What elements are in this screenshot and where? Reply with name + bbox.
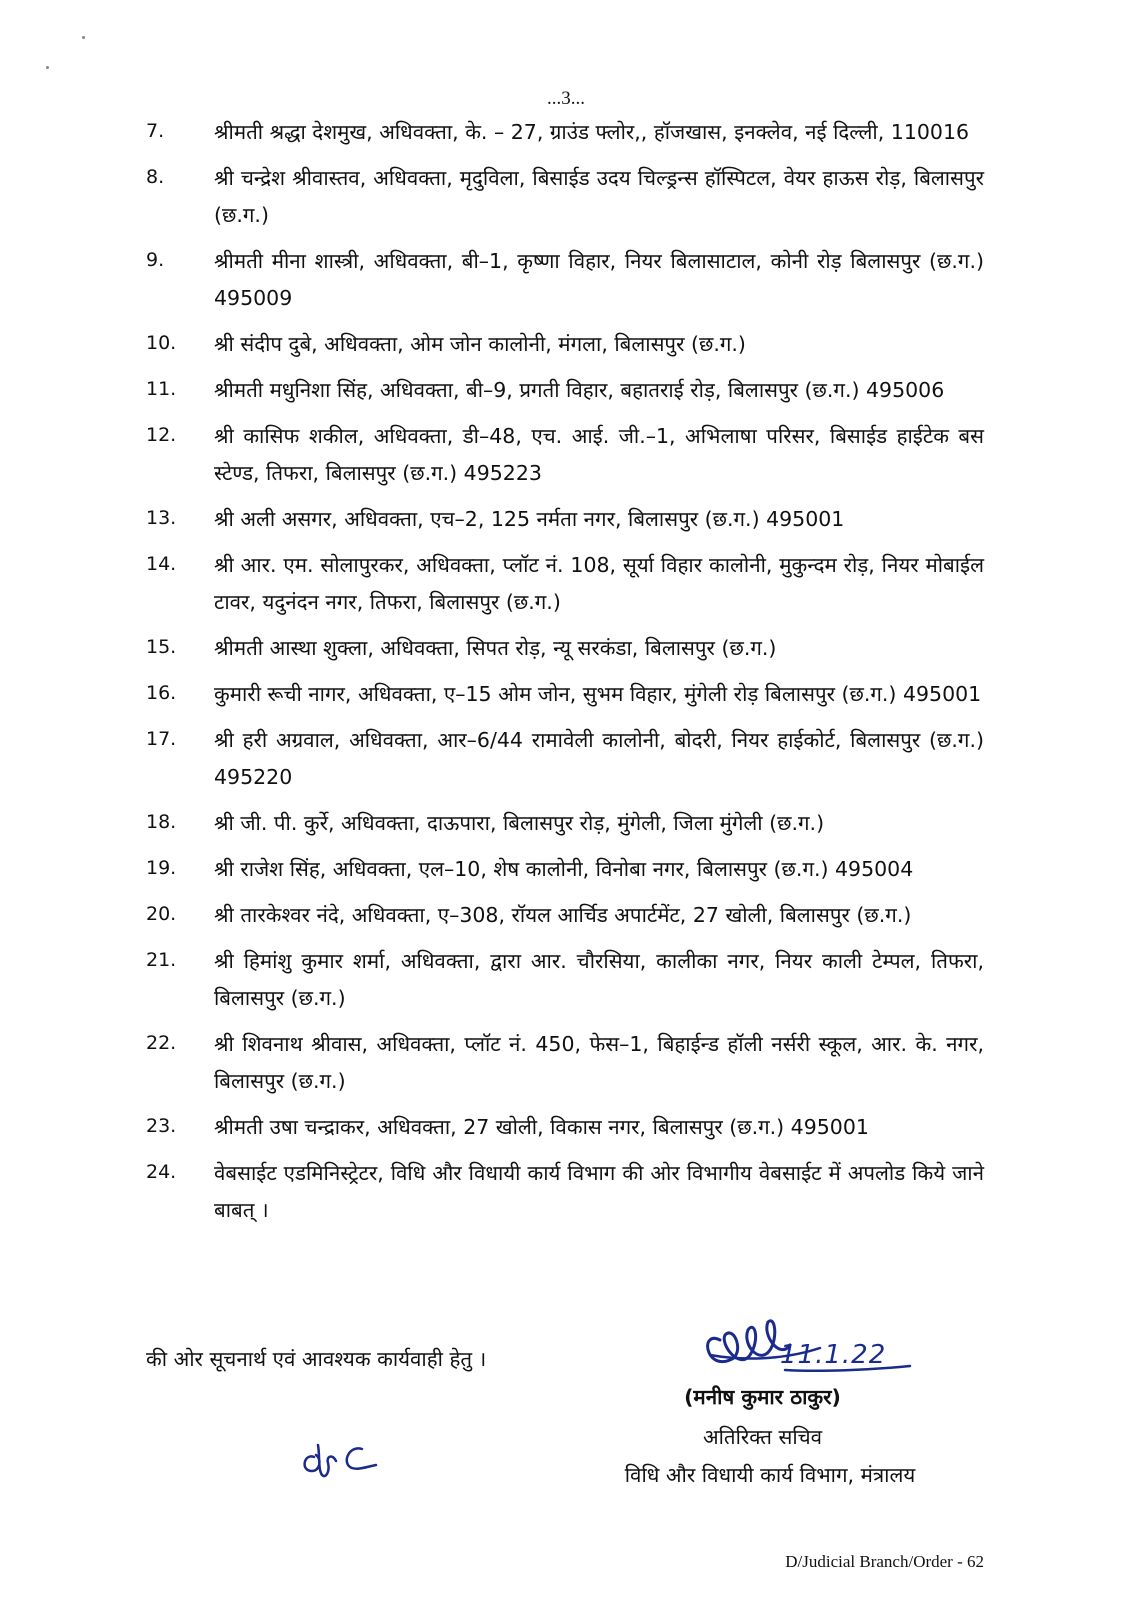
list-item bbox=[0, 851, 1132, 888]
list-item-text: वेबसाईट एडमिनिस्ट्रेटर, विधि और विधायी कार्य विभाग की ओर विभागीय वेबसाईट में अपलोड किये जाने बाबत् । bbox=[214, 1161, 984, 1222]
list-item-number: 20. bbox=[146, 903, 177, 925]
list-item-text: श्री चन्द्रेश श्रीवास्तव, अधिवक्ता, मृदुविला, बिसाईड उदय चिल्ड्रन्स हॉस्पिटल, वेयर हाऊस रोड़, बिलासपुर (छ.ग.) bbox=[214, 166, 984, 227]
list-item bbox=[0, 326, 1132, 363]
list-item bbox=[0, 114, 1132, 151]
page-number: ...3... bbox=[547, 88, 585, 109]
list-item-text: श्री अली असगर, अधिवक्ता, एच–2, 125 नर्मता नगर, बिलासपुर (छ.ग.) 495001 bbox=[214, 507, 845, 531]
list-item-number: 10. bbox=[146, 332, 177, 354]
closing-line: की ओर सूचनार्थ एवं आवश्यक कार्यवाही हेतु । bbox=[146, 1347, 487, 1371]
list-item-number: 24. bbox=[146, 1161, 177, 1183]
list-item-text: श्रीमती उषा चन्द्राकर, अधिवक्ता, 27 खोली, विकास नगर, बिलासपुर (छ.ग.) 495001 bbox=[214, 1115, 869, 1139]
list-item-text: श्री राजेश सिंह, अधिवक्ता, एल–10, शेष कालोनी, विनोबा नगर, बिलासपुर (छ.ग.) 495004 bbox=[214, 857, 914, 881]
list-item bbox=[0, 1155, 1132, 1229]
list-item-text: श्री आर. एम. सोलापुरकर, अधिवक्ता, प्लॉट नं. 108, सूर्या विहार कालोनी, मुकुन्दम रोड़, नियर मोबाईल टावर, यदुनंदन नगर, तिफरा, बिलासपुर (छ.ग.) bbox=[214, 553, 984, 614]
list-item-text: श्री हिमांशु कुमार शर्मा, अधिवक्ता, द्वारा आर. चौरसिया, कालीका नगर, नियर काली टेम्पल, तिफरा, बिलासपुर (छ.ग.) bbox=[214, 949, 984, 1010]
list-item-number: 12. bbox=[146, 424, 177, 446]
list-item-text: श्री तारकेश्वर नंदे, अधिवक्ता, ए–308, रॉयल आर्चिड अपार्टमेंट, 27 खोली, बिलासपुर (छ.ग.) bbox=[214, 903, 912, 927]
list-item bbox=[0, 372, 1132, 409]
list-item-number: 21. bbox=[146, 949, 177, 971]
signature-date: 11.1.22 bbox=[780, 1340, 887, 1370]
list-item-text: श्री कासिफ शकील, अधिवक्ता, डी–48, एच. आई. जी.–1, अभिलाषा परिसर, बिसाईड हाईटेक बस स्टेण्ड, तिफरा, बिलासपुर (छ.ग.) 495223 bbox=[214, 424, 984, 485]
list-item-text: श्रीमती आस्था शुक्ला, अधिवक्ता, सिपत रोड़, न्यू सरकंडा, बिलासपुर (छ.ग.) bbox=[214, 636, 777, 660]
list-item-number: 18. bbox=[146, 811, 177, 833]
list-item bbox=[0, 160, 1132, 234]
list-item bbox=[0, 243, 1132, 317]
list-item-number: 7. bbox=[146, 120, 165, 142]
scan-speck bbox=[82, 36, 85, 39]
list-item-number: 9. bbox=[146, 249, 165, 271]
list-item bbox=[0, 501, 1132, 538]
list-item bbox=[0, 1109, 1132, 1146]
signatory-designation: अतिरिक्त सचिव bbox=[702, 1425, 823, 1449]
addressee-list bbox=[0, 114, 1132, 1238]
list-item-number: 14. bbox=[146, 553, 177, 575]
list-item-text: कुमारी रूची नागर, अधिवक्ता, ए–15 ओम जोन, सुभम विहार, मुंगेली रोड़ बिलासपुर (छ.ग.) 495001 bbox=[214, 682, 982, 706]
list-item bbox=[0, 676, 1132, 713]
list-item-number: 19. bbox=[146, 857, 177, 879]
list-item-text: श्री जी. पी. कुर्रे, अधिवक्ता, दाऊपारा, बिलासपुर रोड़, मुंगेली, जिला मुंगेली (छ.ग.) bbox=[214, 811, 825, 835]
list-item-text: श्री हरी अग्रवाल, अधिवक्ता, आर–6/44 रामावेली कालोनी, बोदरी, नियर हाईकोर्ट, बिलासपुर (छ.ग.) 495220 bbox=[214, 728, 984, 789]
list-item bbox=[0, 547, 1132, 621]
list-item bbox=[0, 897, 1132, 934]
list-item bbox=[0, 805, 1132, 842]
list-item-number: 23. bbox=[146, 1115, 177, 1137]
list-item bbox=[0, 943, 1132, 1017]
list-item-number: 11. bbox=[146, 378, 177, 400]
signatory-name: (मनीष कुमार ठाकुर) bbox=[684, 1385, 841, 1409]
list-item-text: श्री शिवनाथ श्रीवास, अधिवक्ता, प्लॉट नं. 450, फेस–1, बिहाईन्ड हॉली नर्सरी स्कूल, आर. के. नगर, बिलासपुर (छ.ग.) bbox=[214, 1032, 984, 1093]
list-item-number: 16. bbox=[146, 682, 177, 704]
signatory-department: विधि और विधायी कार्य विभाग, मंत्रालय bbox=[624, 1463, 916, 1487]
list-item-number: 13. bbox=[146, 507, 177, 529]
handwritten-initials bbox=[296, 1435, 386, 1485]
list-item bbox=[0, 1026, 1132, 1100]
list-item-text: श्रीमती मधुनिशा सिंह, अधिवक्ता, बी–9, प्रगती विहार, बहातराई रोड़, बिलासपुर (छ.ग.) 495006 bbox=[214, 378, 945, 402]
list-item-text: श्री संदीप दुबे, अधिवक्ता, ओम जोन कालोनी, मंगला, बिलासपुर (छ.ग.) bbox=[214, 332, 746, 356]
list-item-number: 22. bbox=[146, 1032, 177, 1054]
list-item-number: 8. bbox=[146, 166, 165, 188]
list-item-text: श्रीमती मीना शास्त्री, अधिवक्ता, बी–1, कृष्णा विहार, नियर बिलासाटाल, कोनी रोड़ बिलासपुर (छ.ग.) 495009 bbox=[214, 249, 984, 310]
footer-reference: D/Judicial Branch/Order - 62 bbox=[785, 1552, 984, 1571]
list-item-number: 17. bbox=[146, 728, 177, 750]
list-item-text: श्रीमती श्रद्धा देशमुख, अधिवक्ता, के. – 27, ग्राउंड फ्लोर,, हॉजखास, इनक्लेव, नई दिल्ली, 110016 bbox=[214, 120, 970, 144]
list-item-number: 15. bbox=[146, 636, 177, 658]
scan-speck bbox=[46, 66, 49, 69]
list-item bbox=[0, 418, 1132, 492]
list-item bbox=[0, 722, 1132, 796]
list-item bbox=[0, 630, 1132, 667]
